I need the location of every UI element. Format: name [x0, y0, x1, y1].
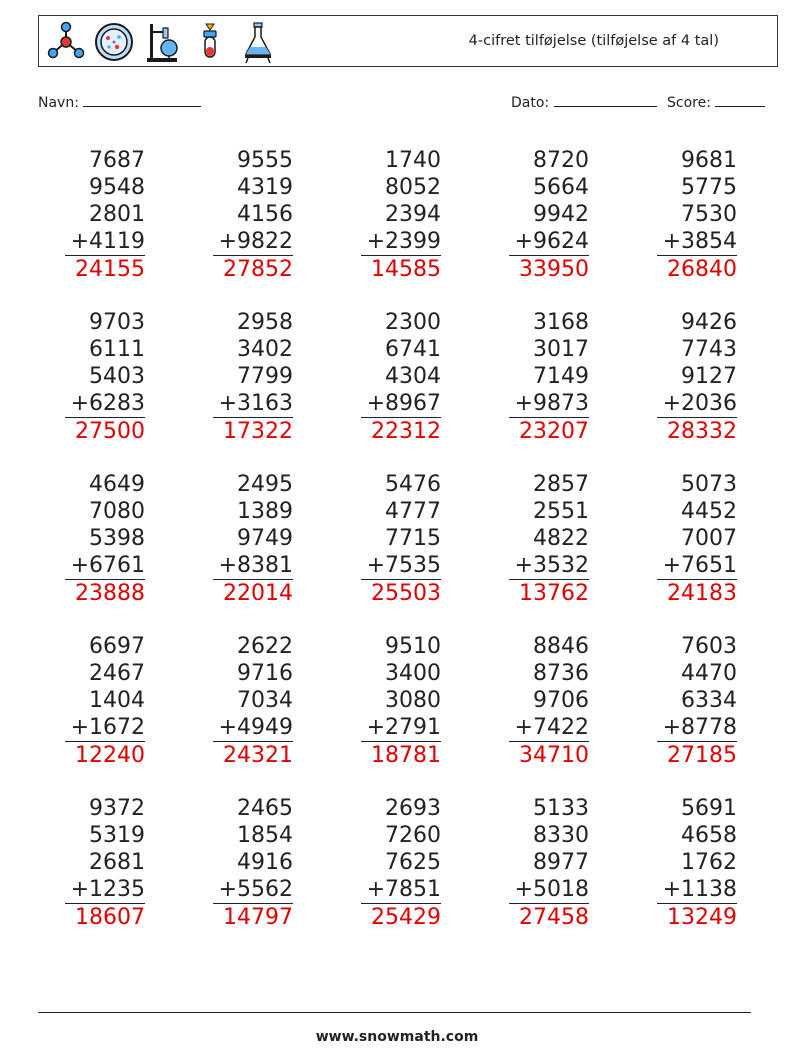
- addend-3: 5403: [89, 364, 145, 389]
- addend-4: +9873: [509, 390, 589, 418]
- answer: 24155: [75, 257, 145, 282]
- info-row: [38, 92, 770, 112]
- addend-1: 2300: [385, 310, 441, 335]
- addend-4: +9822: [213, 228, 293, 256]
- addend-3: 8977: [533, 850, 589, 875]
- addend-3: 7149: [533, 364, 589, 389]
- addend-1: 5691: [681, 796, 737, 821]
- addend-3: 4916: [237, 850, 293, 875]
- name-blank[interactable]: [83, 92, 201, 107]
- addend-4: +8967: [361, 390, 441, 418]
- answer: 17322: [223, 419, 293, 444]
- answer: 25429: [371, 905, 441, 930]
- petri-dish-icon: [93, 20, 135, 64]
- addend-1: 7687: [89, 148, 145, 173]
- addend-3: 7034: [237, 688, 293, 713]
- addend-2: 4452: [681, 499, 737, 524]
- addition-problem: [65, 633, 145, 769]
- addend-4: +2399: [361, 228, 441, 256]
- header-box: [38, 15, 778, 67]
- answer: 23207: [519, 419, 589, 444]
- addend-3: 7530: [681, 202, 737, 227]
- addend-1: 1740: [385, 148, 441, 173]
- footer-divider: [38, 1012, 751, 1013]
- answer: 34710: [519, 743, 589, 768]
- answer: 26840: [667, 257, 737, 282]
- addend-2: 5664: [533, 175, 589, 200]
- addend-3: 7007: [681, 526, 737, 551]
- addend-4: +8381: [213, 552, 293, 580]
- addition-problem: [213, 471, 293, 607]
- addend-3: 3080: [385, 688, 441, 713]
- addition-problem: [509, 147, 589, 283]
- addend-3: 5398: [89, 526, 145, 551]
- addend-3: 1404: [89, 688, 145, 713]
- addition-problem: [657, 147, 737, 283]
- addend-2: 2551: [533, 499, 589, 524]
- addition-problem: [657, 795, 737, 931]
- addition-problem: [65, 309, 145, 445]
- addend-1: 5073: [681, 472, 737, 497]
- answer: 33950: [519, 257, 589, 282]
- addend-1: 6697: [89, 634, 145, 659]
- addition-problem: [509, 633, 589, 769]
- addition-problem: [213, 309, 293, 445]
- addition-problem: [65, 471, 145, 607]
- addend-4: +5562: [213, 876, 293, 904]
- addend-2: 1389: [237, 499, 293, 524]
- test-tube-icon: [189, 20, 231, 64]
- addend-4: +7422: [509, 714, 589, 742]
- addition-problem: [213, 795, 293, 931]
- addition-problem: [657, 471, 737, 607]
- addition-problem: [361, 309, 441, 445]
- addend-2: 4319: [237, 175, 293, 200]
- addend-2: 8736: [533, 661, 589, 686]
- addend-1: 9681: [681, 148, 737, 173]
- addend-1: 2857: [533, 472, 589, 497]
- addend-4: +6283: [65, 390, 145, 418]
- answer: 24183: [667, 581, 737, 606]
- addend-3: 4304: [385, 364, 441, 389]
- answer: 27852: [223, 257, 293, 282]
- addend-1: 2465: [237, 796, 293, 821]
- addend-4: +3163: [213, 390, 293, 418]
- addend-1: 9426: [681, 310, 737, 335]
- retort-stand-icon: [141, 20, 183, 64]
- footer-site: www.snowmath.com: [315, 1029, 479, 1045]
- addend-2: 2467: [89, 661, 145, 686]
- addend-2: 7080: [89, 499, 145, 524]
- addend-1: 3168: [533, 310, 589, 335]
- answer: 13762: [519, 581, 589, 606]
- addend-2: 4470: [681, 661, 737, 686]
- addend-2: 1854: [237, 823, 293, 848]
- answer: 12240: [75, 743, 145, 768]
- date-blank[interactable]: [554, 92, 657, 107]
- addend-4: +8778: [657, 714, 737, 742]
- addend-4: +4949: [213, 714, 293, 742]
- score-blank[interactable]: [715, 92, 765, 107]
- addend-2: 5319: [89, 823, 145, 848]
- addition-problem: [65, 147, 145, 283]
- addend-3: 7715: [385, 526, 441, 551]
- addition-problem: [509, 795, 589, 931]
- addition-problem: [657, 309, 737, 445]
- addition-problem: [509, 309, 589, 445]
- answer: 14585: [371, 257, 441, 282]
- addend-2: 6741: [385, 337, 441, 362]
- addend-4: +7535: [361, 552, 441, 580]
- name-field[interactable]: [38, 92, 201, 111]
- header-icons: [45, 20, 279, 64]
- answer: 25503: [371, 581, 441, 606]
- addend-2: 3400: [385, 661, 441, 686]
- addend-4: +2791: [361, 714, 441, 742]
- addend-3: 2801: [89, 202, 145, 227]
- addition-problem: [361, 147, 441, 283]
- addend-2: 3402: [237, 337, 293, 362]
- answer: 14797: [223, 905, 293, 930]
- answer: 22312: [371, 419, 441, 444]
- addend-2: 9716: [237, 661, 293, 686]
- addend-3: 4156: [237, 202, 293, 227]
- addend-3: 1762: [681, 850, 737, 875]
- addend-2: 7260: [385, 823, 441, 848]
- answer: 27185: [667, 743, 737, 768]
- addition-problem: [657, 633, 737, 769]
- addend-2: 6111: [89, 337, 145, 362]
- addend-1: 7603: [681, 634, 737, 659]
- addend-1: 9555: [237, 148, 293, 173]
- addend-4: +4119: [65, 228, 145, 256]
- addend-4: +1235: [65, 876, 145, 904]
- answer: 27458: [519, 905, 589, 930]
- addend-1: 8720: [533, 148, 589, 173]
- addend-1: 2693: [385, 796, 441, 821]
- flask-icon: [237, 20, 279, 64]
- addition-problem: [65, 795, 145, 931]
- addition-problem: [213, 633, 293, 769]
- date-field[interactable]: [511, 92, 657, 111]
- addend-2: 7743: [681, 337, 737, 362]
- answer: 22014: [223, 581, 293, 606]
- addend-4: +7851: [361, 876, 441, 904]
- addend-2: 4658: [681, 823, 737, 848]
- addition-problem: [361, 795, 441, 931]
- addend-3: 6334: [681, 688, 737, 713]
- score-label: Score:: [667, 95, 711, 111]
- addend-4: +5018: [509, 876, 589, 904]
- molecule-icon: [45, 20, 87, 64]
- addend-4: +1138: [657, 876, 737, 904]
- addend-4: +3532: [509, 552, 589, 580]
- addend-1: 5133: [533, 796, 589, 821]
- addend-2: 8330: [533, 823, 589, 848]
- addend-1: 9372: [89, 796, 145, 821]
- addition-problem: [509, 471, 589, 607]
- answer: 24321: [223, 743, 293, 768]
- addend-4: +3854: [657, 228, 737, 256]
- answer: 27500: [75, 419, 145, 444]
- answer: 18607: [75, 905, 145, 930]
- addend-1: 4649: [89, 472, 145, 497]
- addend-2: 5775: [681, 175, 737, 200]
- addend-1: 5476: [385, 472, 441, 497]
- addend-1: 8846: [533, 634, 589, 659]
- addend-3: 7799: [237, 364, 293, 389]
- addend-4: +7651: [657, 552, 737, 580]
- addend-1: 2495: [237, 472, 293, 497]
- addend-1: 9510: [385, 634, 441, 659]
- date-label: Dato:: [511, 95, 550, 111]
- addend-3: 9706: [533, 688, 589, 713]
- addend-1: 2622: [237, 634, 293, 659]
- addend-2: 9548: [89, 175, 145, 200]
- addend-3: 2394: [385, 202, 441, 227]
- addend-3: 2681: [89, 850, 145, 875]
- addend-2: 8052: [385, 175, 441, 200]
- addend-4: +6761: [65, 552, 145, 580]
- addition-problem: [361, 633, 441, 769]
- answer: 23888: [75, 581, 145, 606]
- answer: 18781: [371, 743, 441, 768]
- addend-2: 4777: [385, 499, 441, 524]
- addend-4: +9624: [509, 228, 589, 256]
- addition-problem: [213, 147, 293, 283]
- addend-3: 9942: [533, 202, 589, 227]
- addend-4: +1672: [65, 714, 145, 742]
- addend-3: 9749: [237, 526, 293, 551]
- addition-problem: [361, 471, 441, 607]
- answer: 13249: [667, 905, 737, 930]
- addend-3: 9127: [681, 364, 737, 389]
- worksheet-title: 4-cifret tilføjelse (tilføjelse af 4 tal): [468, 33, 719, 49]
- addend-4: +2036: [657, 390, 737, 418]
- answer: 28332: [667, 419, 737, 444]
- name-label: Navn:: [38, 95, 79, 111]
- score-field[interactable]: [667, 92, 765, 111]
- addend-1: 9703: [89, 310, 145, 335]
- addend-1: 2958: [237, 310, 293, 335]
- addend-3: 7625: [385, 850, 441, 875]
- addend-3: 4822: [533, 526, 589, 551]
- addend-2: 3017: [533, 337, 589, 362]
